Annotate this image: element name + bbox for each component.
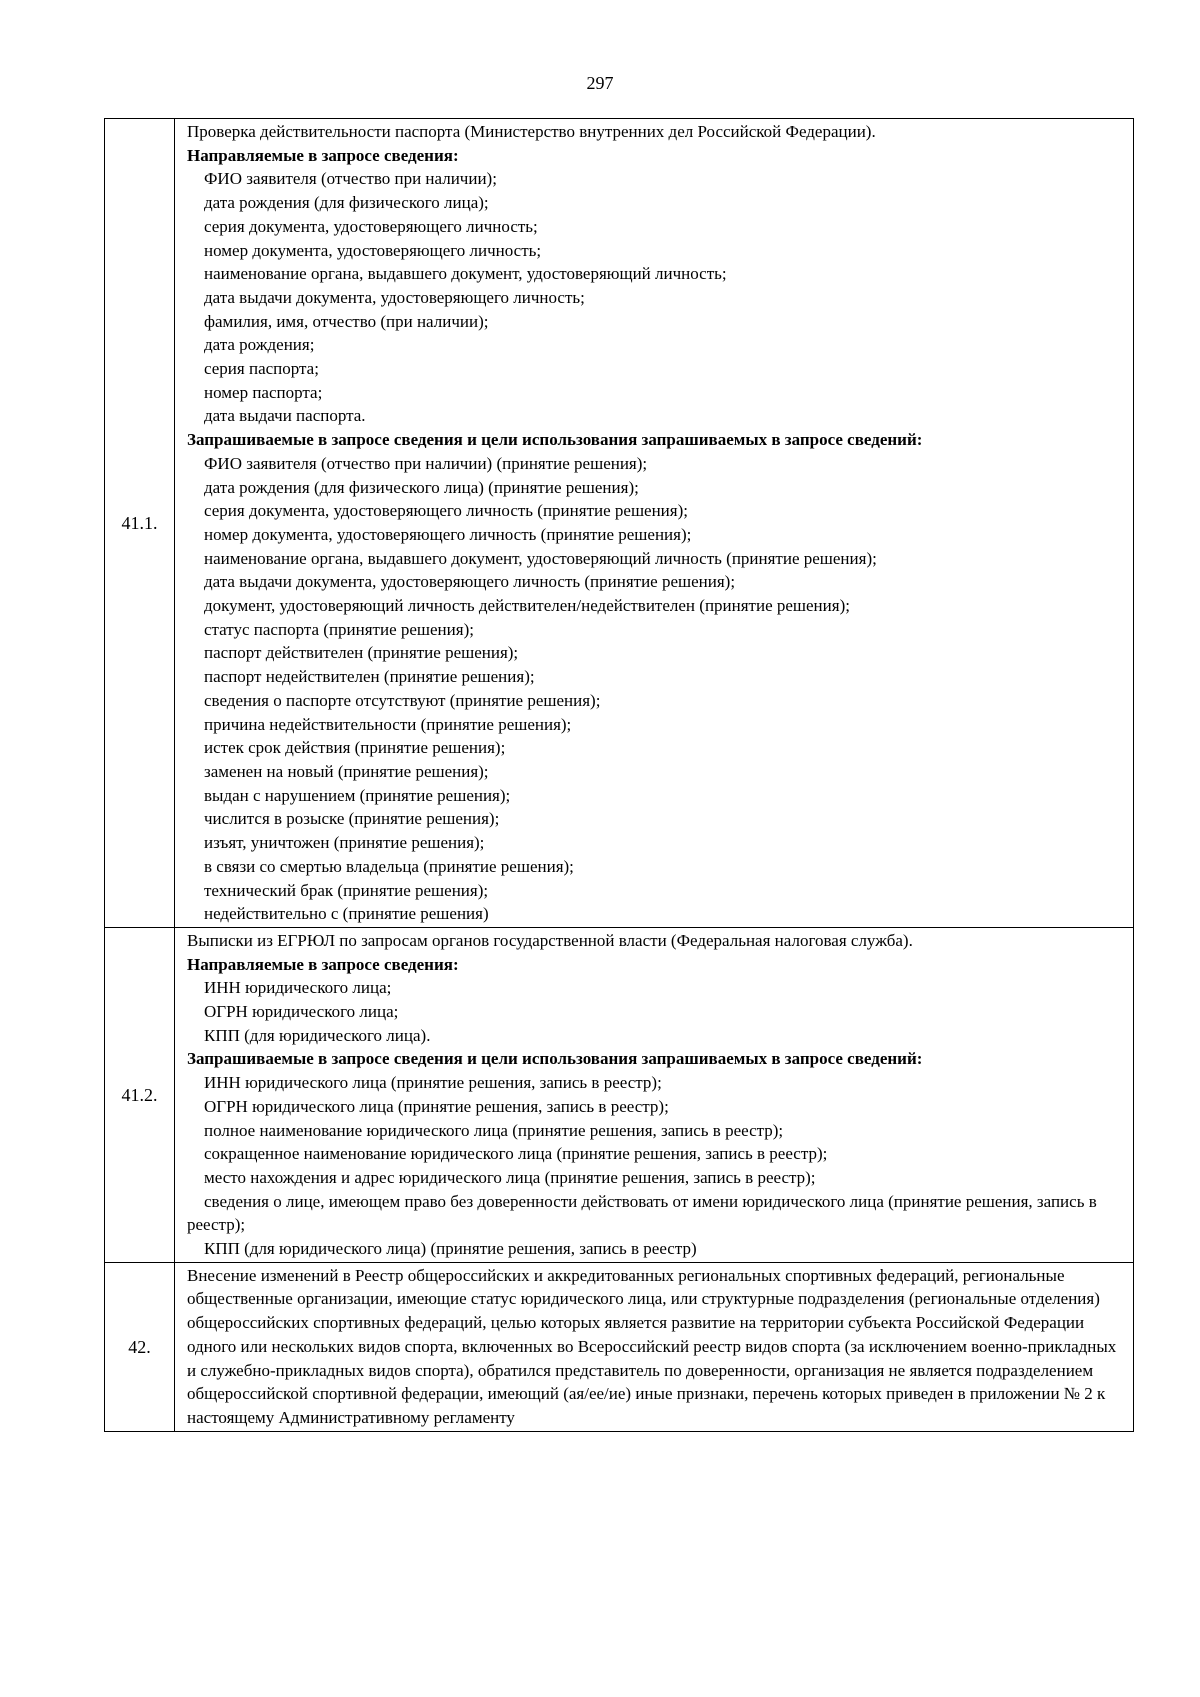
list-item: ИНН юридического лица; [204, 978, 392, 998]
list-item: технический брак (принятие решения); [204, 880, 489, 900]
list-item: ИНН юридического лица (принятие решения, запись в реестр); [204, 1073, 662, 1093]
list-item: полное наименование юридического лица (принятие решения, запись в реестр); [204, 1120, 784, 1140]
list-item: истек срок действия (принятие решения); [204, 738, 506, 758]
list-item: серия документа, удостоверяющего личность; [204, 216, 538, 236]
list-item: ОГРН юридического лица; [204, 1002, 399, 1022]
list-item: место нахождения и адрес юридического лица (принятие решения, запись в реестр); [204, 1167, 816, 1187]
list-item: КПП (для юридического лица). [204, 1025, 431, 1045]
list-item: дата рождения; [204, 335, 315, 355]
list-item: сокращенное наименование юридического лица (принятие решения, запись в реестр); [204, 1144, 828, 1164]
row-content [175, 927, 1134, 1262]
list-item: дата выдачи документа, удостоверяющего личность; [204, 287, 585, 307]
list-item: номер документа, удостоверяющего личность (принятие решения); [204, 524, 692, 544]
list-item: серия паспорта; [204, 359, 319, 379]
list-item: номер документа, удостоверяющего личность; [204, 240, 542, 260]
row-number: 42. [105, 1262, 175, 1431]
list-item: ФИО заявителя (отчество при наличии); [204, 169, 497, 189]
row-content [175, 119, 1134, 928]
list-item: паспорт недействителен (принятие решения); [204, 667, 535, 687]
page-number: 297 [586, 73, 614, 93]
list-item: недействительно с (принятие решения) [204, 904, 489, 924]
list-item: дата рождения (для физического лица) (принятие решения); [204, 477, 639, 497]
table-row [105, 1262, 1134, 1431]
list-item: номер паспорта; [204, 382, 323, 402]
list-item: ФИО заявителя (отчество при наличии) (принятие решения); [204, 453, 648, 473]
table-row [105, 119, 1134, 928]
requested-heading: Запрашиваемые в запросе сведения и цели использования запрашиваемых в запросе сведений: [187, 1049, 923, 1069]
requirements-table [104, 118, 1134, 1432]
list-item: причина недействительности (принятие решения); [204, 714, 572, 734]
list-item: дата выдачи паспорта. [204, 406, 366, 426]
list-item: сведения о паспорте отсутствуют (принятие решения); [204, 690, 601, 710]
row-number: 41.2. [105, 927, 175, 1262]
list-item: изъят, уничтожен (принятие решения); [204, 833, 485, 853]
list-item: паспорт действителен (принятие решения); [204, 643, 519, 663]
requested-heading: Запрашиваемые в запросе сведения и цели использования запрашиваемых в запросе сведений: [187, 430, 923, 450]
list-item: выдан с нарушением (принятие решения); [204, 785, 511, 805]
row-text: Внесение изменений в Реестр общероссийских и аккредитованных региональных спортивных федераций, региональные общественные организации, имеющие статус юридического лица, или структурные подразделения (региональные отделения) общероссийских спортивных федераций, целью которых является развитие на территории субъекта Российской Федерации одного или нескольких видов спорта, включенных во Всероссийский реестр видов спорта (за исключением военно-прикладных и служебно-прикладных видов спорта), обратился представитель по доверенности, организация не является подразделением общероссийской спортивной федерации, имеющий (ая/ее/ие) иные признаки, перечень которых приведен в приложении № 2 к настоящему Административному регламенту [187, 1265, 1117, 1427]
row-content [175, 1262, 1134, 1431]
list-item: ОГРН юридического лица (принятие решения, запись в реестр); [204, 1096, 669, 1116]
sent-heading: Направляемые в запросе сведения: [187, 954, 459, 974]
row-title: Проверка действительности паспорта (Министерство внутренних дел Российской Федерации). [187, 122, 876, 141]
list-item: дата рождения (для физического лица); [204, 193, 489, 213]
list-item: наименование органа, выдавшего документ, удостоверяющий личность (принятие решения); [204, 548, 877, 568]
list-item: в связи со смертью владельца (принятие решения); [204, 856, 574, 876]
list-item: документ, удостоверяющий личность действителен/недействителен (принятие решения); [204, 596, 850, 616]
row-title: Выписки из ЕГРЮЛ по запросам органов государственной власти (Федеральная налоговая служба). [187, 930, 913, 950]
list-item: заменен на новый (принятие решения); [204, 761, 489, 781]
row-number: 41.1. [105, 119, 175, 928]
list-item: статус паспорта (принятие решения); [204, 619, 474, 639]
sent-heading: Направляемые в запросе сведения: [187, 145, 459, 165]
list-item: сведения о лице, имеющем право без доверенности действовать от имени юридического лица (принятие решения, запись в реестр); [187, 1191, 1097, 1235]
list-item: серия документа, удостоверяющего личность (принятие решения); [204, 501, 688, 521]
list-item: наименование органа, выдавшего документ, удостоверяющий личность; [204, 264, 727, 284]
list-item: фамилия, имя, отчество (при наличии); [204, 311, 489, 331]
list-item: дата выдачи документа, удостоверяющего личность (принятие решения); [204, 572, 736, 592]
list-item: числится в розыске (принятие решения); [204, 809, 500, 829]
list-item: КПП (для юридического лица) (принятие решения, запись в реестр) [204, 1239, 697, 1259]
table-row [105, 927, 1134, 1262]
